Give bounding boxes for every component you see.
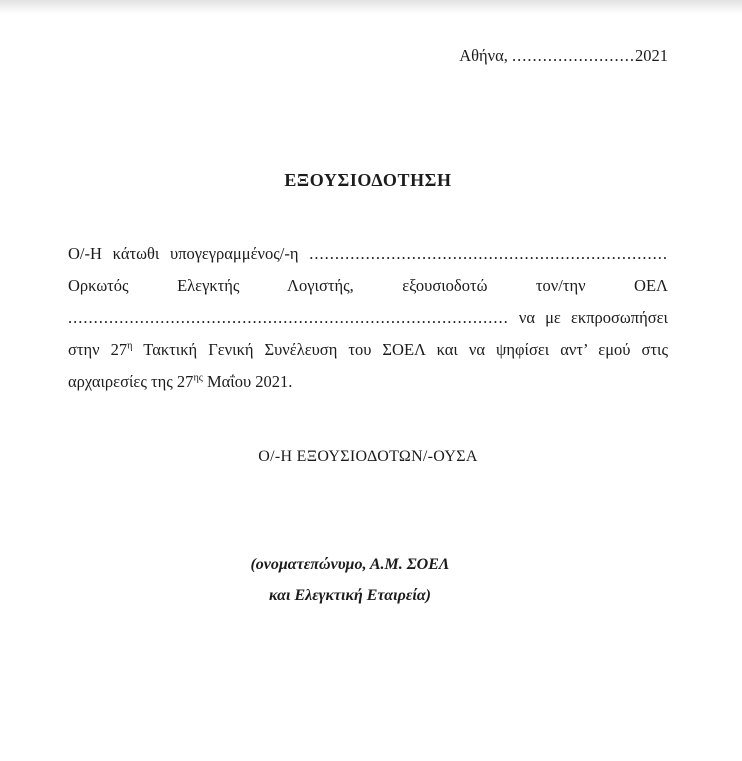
paragraph-line-1	[68, 238, 668, 270]
line3-dotted-blank: ......................................................................................	[68, 308, 509, 327]
signature-note-line-2: και Ελεγκτική Εταιρεία)	[268, 587, 431, 604]
line4-text-post: Τακτική Γενική Συνέλευση του ΣΟΕΛ και να ψηφίσει αντ’ εμού στις	[132, 340, 668, 359]
line5-text-pre: αρχαιρεσίες της 27	[68, 372, 194, 391]
paragraph-line-5	[68, 366, 668, 398]
paragraph-line-3	[68, 302, 668, 334]
paragraph-line-2: Ορκωτός Ελεγκτής Λογιστής, εξουσιοδοτώ τον/την ΟΕΛ	[68, 276, 668, 295]
paragraph-line-4	[68, 334, 668, 366]
date-city-label: Αθήνα,	[459, 46, 512, 65]
document-title: ΕΞΟΥΣΙΟΔΟΤΗΣΗ	[284, 170, 452, 190]
line1-dotted-blank: ......................................................................	[309, 244, 668, 263]
line5-ordinal-superscript: ης	[193, 372, 203, 384]
signature-note	[50, 549, 650, 611]
line5-text-post: Μαΐου 2021.	[202, 372, 293, 391]
line4-text-pre: στην 27	[68, 340, 128, 359]
top-edge-shadow	[0, 0, 742, 14]
signature-heading: Ο/-Η ΕΞΟΥΣΙΟΔΟΤΩΝ/-ΟΥΣΑ	[258, 448, 478, 465]
line1-text: Ο/-Η κάτωθι υπογεγραμμένος/-η	[68, 244, 310, 263]
signature-note-line-1: (ονοματεπώνυμο, Α.Μ. ΣΟΕΛ	[250, 556, 450, 573]
date-year: 2021	[635, 46, 668, 65]
line4-ordinal-superscript: η	[127, 340, 133, 352]
date-dotted-blank: ........................	[512, 46, 635, 65]
authorization-paragraph	[68, 238, 668, 398]
line3-text: να με εκπροσωπήσει	[508, 308, 668, 327]
date-line	[68, 46, 668, 66]
